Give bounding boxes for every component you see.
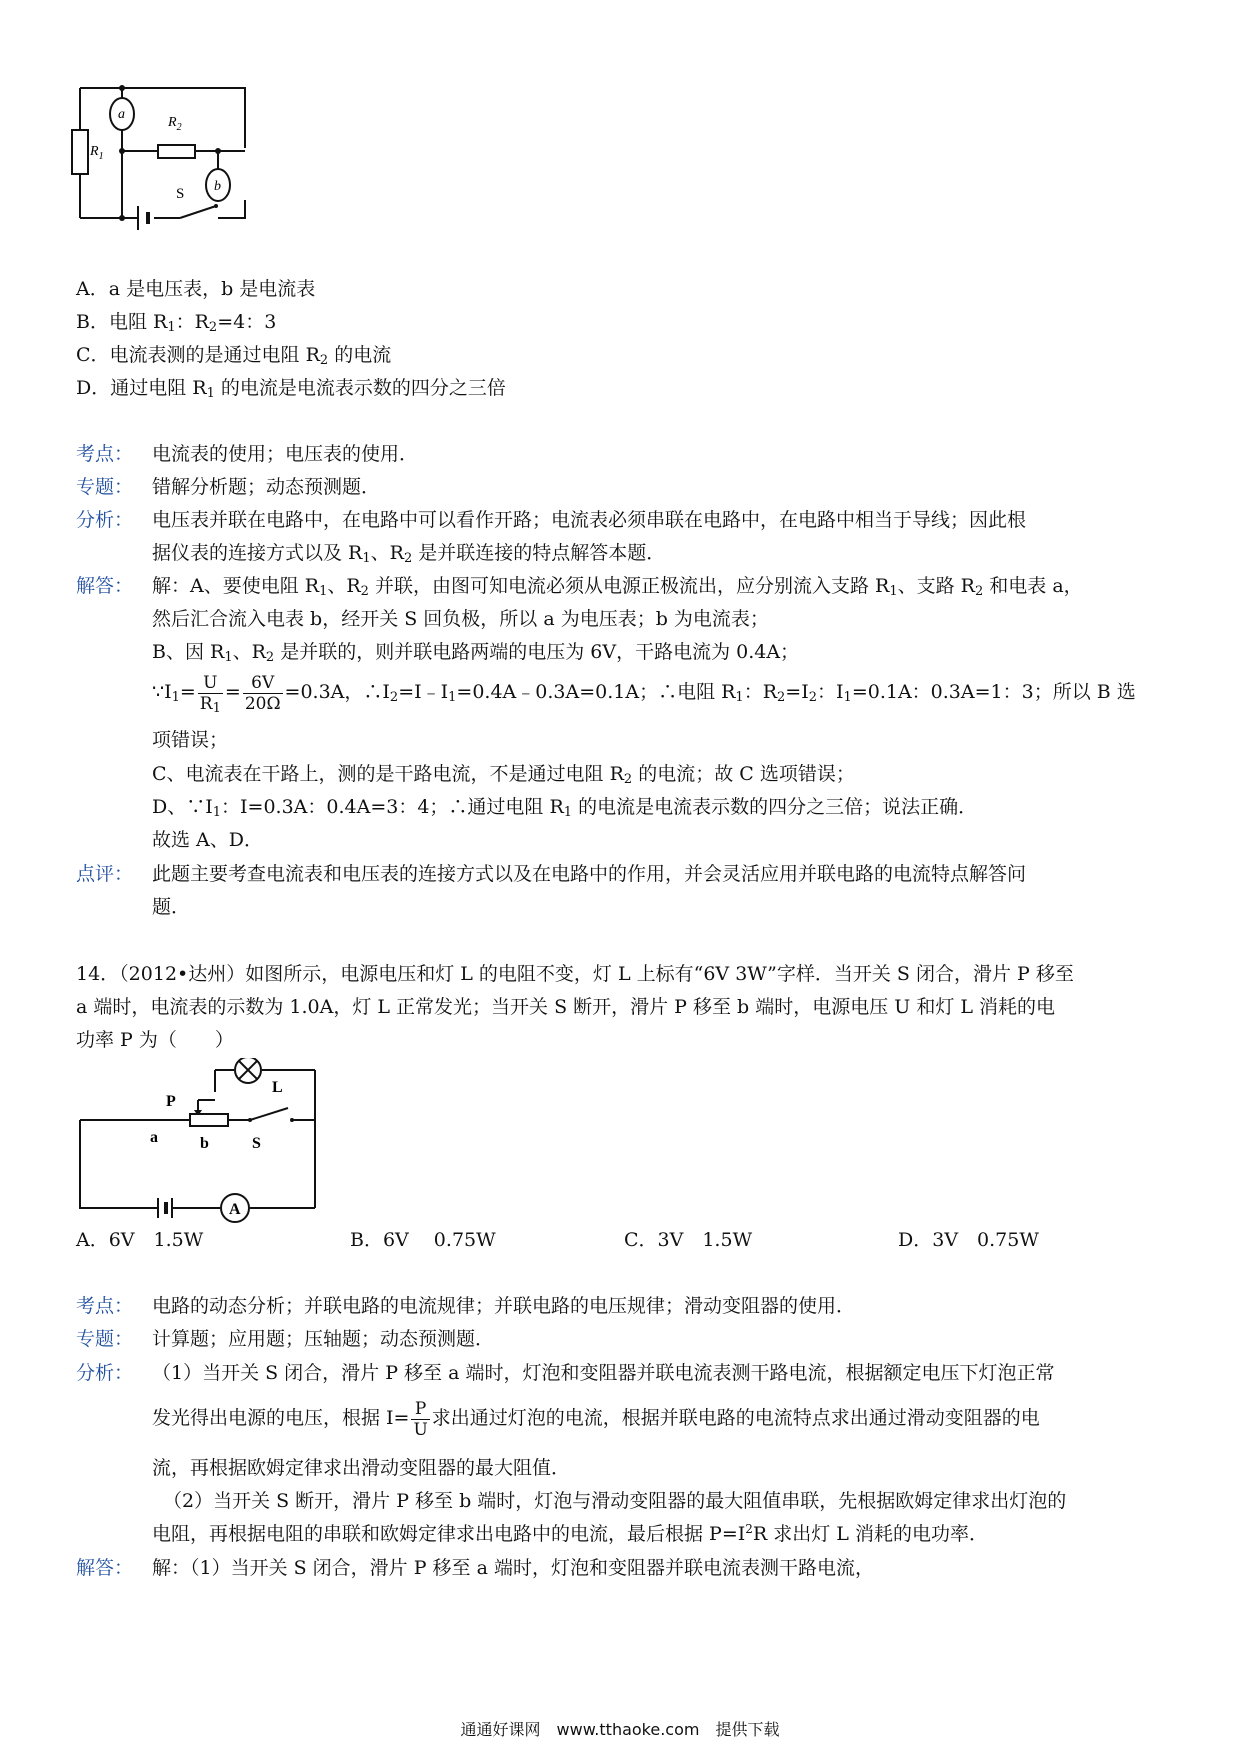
r2-resistor [158,145,195,158]
q14-fenxi-line3: 流，再根据欧姆定律求出滑动变阻器的最大阻值． [152,1457,571,1479]
lamp-label: L [272,1079,283,1096]
q14-option-a: A．6V 1.5W [76,1229,204,1251]
q14-fenxi-line5: 电阻，再根据电阻的串联和欧姆定律求出电路中的电流，最后根据 $P=I^2R$ 求出灯 L 消耗的电功率． [152,1522,988,1545]
switch-label: S [176,186,185,202]
q13-option-b: B．电阻 $R_1$：$R_2=4$：3 [76,311,277,335]
q14-zhuanti: 计算题；应用题；压轴题；动态预测题． [152,1328,495,1350]
q13-circuit-diagram [70,78,270,258]
q14-stem-line3: 功率 P 为（ ） [76,1029,234,1051]
q13-jieda-line1: 解：A、要使电阻 $R_1$、$R_2$ 并联，由图可知电流必须从电源正极流出，应分别流入支路 $R_1$、支路 $R_2$ 和电表 a， [152,575,1083,599]
q14-fenxi-line4: （2）当开关 S 断开，滑片 P 移至 b 端时，灯泡与滑动变阻器的最大阻值串联，先根据欧姆定律求出灯泡的 [163,1490,1067,1512]
q13-option-c: C．电流表测的是通过电阻 $R_2$ 的电流 [76,344,392,368]
q13-jieda-label: 解答： [76,575,134,597]
q13-fenxi-line1: 电压表并联在电路中，在电路中可以看作开路；电流表必须串联在电路中，在电路中相当于导线；因此根 [152,509,1027,531]
fraction-6v-over-20ohm: $\frac{6V}{20\Omega}$ [244,672,281,714]
q13-option-a: A．a 是电压表，b 是电流表 [76,278,316,300]
q13-fenxi-line2: 据仪表的连接方式以及 $R_1$、$R_2$ 是并联连接的特点解答本题． [152,542,666,566]
terminal-a-label: a [150,1129,158,1146]
q13-dianping-line2: 题． [152,896,191,918]
q13-option-d: D．通过电阻 $R_1$ 的电流是电流表示数的四分之三倍 [76,377,506,401]
r1-label: $R_1$ [90,144,104,162]
q14-stem-line2: a 端时，电流表的示数为 1.0A，灯 L 正常发光；当开关 S 断开，滑片 P 移至 b 端时，电源电压 U 和灯 L 消耗的电 [76,996,1056,1018]
q13-kaodian-label: 考点： [76,443,134,465]
slider-p-label: P [166,1093,176,1110]
q13-jieda-line5: 项错误； [152,729,229,751]
switch-s-label: S [252,1135,261,1152]
q14-fenxi-label: 分析： [76,1362,134,1384]
r1-resistor [72,130,88,174]
terminal-b-label: b [200,1135,209,1152]
q13-jieda-line4: $\because I_1=$ $\frac{U}{R_1}$ = $\frac{6V}{20\Omega}$ =0.3A，$\therefore I_2=I﹣I_1=0.4A﹣0.3A=0.1A$；∴电阻 $R_1$：$R_2=I_2$：$I_1=0.1A$：0.3A=1：3；所以 B 选 [152,672,1136,716]
q14-jieda-line1: 解：（1）当开关 S 闭合，滑片 P 移至 a 端时，灯泡和变阻器并联电流表测干路电流， [152,1557,874,1579]
q14-kaodian-label: 考点： [76,1295,134,1317]
q14-option-b: B．6V 0.75W [350,1229,496,1251]
q13-fenxi-label: 分析： [76,509,134,531]
q14-kaodian: 电路的动态分析；并联电路的电流规律；并联电路的电压规律；滑动变阻器的使用． [152,1295,856,1317]
q13-zhuanti-label: 专题： [76,476,134,498]
q14-circuit-diagram [70,1058,330,1228]
q14-option-c: C．3V 1.5W [624,1229,753,1251]
q14-zhuanti-label: 专题： [76,1328,134,1350]
q14-option-d: D．3V 0.75W [898,1229,1039,1251]
q14-jieda-label: 解答： [76,1557,134,1579]
meter-a-label: a [118,107,125,122]
fraction-p-over-u: $\frac{P}{U}$ [413,1398,428,1440]
page-footer: 通通好课网 www.tthaoke.com 提供下载 [460,1720,780,1739]
q13-dianping-line1: 此题主要考查电流表和电压表的连接方式以及在电路中的作用，并会灵活应用并联电路的电流特点解答问 [152,863,1027,885]
q14-stem-line1: 14．（2012•达州）如图所示，电源电压和灯 L 的电阻不变，灯 L 上标有“6V 3W”字样．当开关 S 闭合，滑片 P 移至 [76,963,1074,985]
q13-zhuanti: 错解分析题；动态预测题． [152,476,381,498]
q13-jieda-line6: C、电流表在干路上，测的是干路电流，不是通过电阻 $R_2$ 的电流；故 C 选项错误； [152,763,855,787]
q14-fenxi-line2: 发光得出电源的电压，根据 I= $\frac{P}{U}$ 求出通过灯泡的电流，根据并联电路的电流特点求出通过滑动变阻器的电 [152,1398,1040,1440]
q13-dianping-label: 点评： [76,863,134,885]
meter-b-label: b [214,179,221,194]
r2-label: $R_2$ [168,115,182,133]
q13-jieda-line7: D、$\because I_1$：I=0.3A：0.4A=3：4；∴通过电阻 $R_1$ 的电流是电流表示数的四分之三倍；说法正确． [152,796,978,820]
q13-jieda-line2: 然后汇合流入电表 b，经开关 S 回负极，所以 a 为电压表；b 为电流表； [152,608,769,630]
ammeter-label: A [229,1201,241,1218]
q13-jieda-line8: 故选 A、D． [152,829,263,851]
q13-jieda-line3: B、因 $R_1$、$R_2$ 是并联的，则并联电路两端的电压为 6V，干路电流为 0.4A； [152,641,800,665]
fraction-u-over-r1: $\frac{U}{R_1}$ [199,672,221,716]
q14-fenxi-line1: （1）当开关 S 闭合，滑片 P 移至 a 端时，灯泡和变阻器并联电流表测干路电流，根据额定电压下灯泡正常 [152,1362,1055,1384]
rheostat [190,1114,228,1126]
q13-kaodian: 电流表的使用；电压表的使用． [152,443,419,465]
